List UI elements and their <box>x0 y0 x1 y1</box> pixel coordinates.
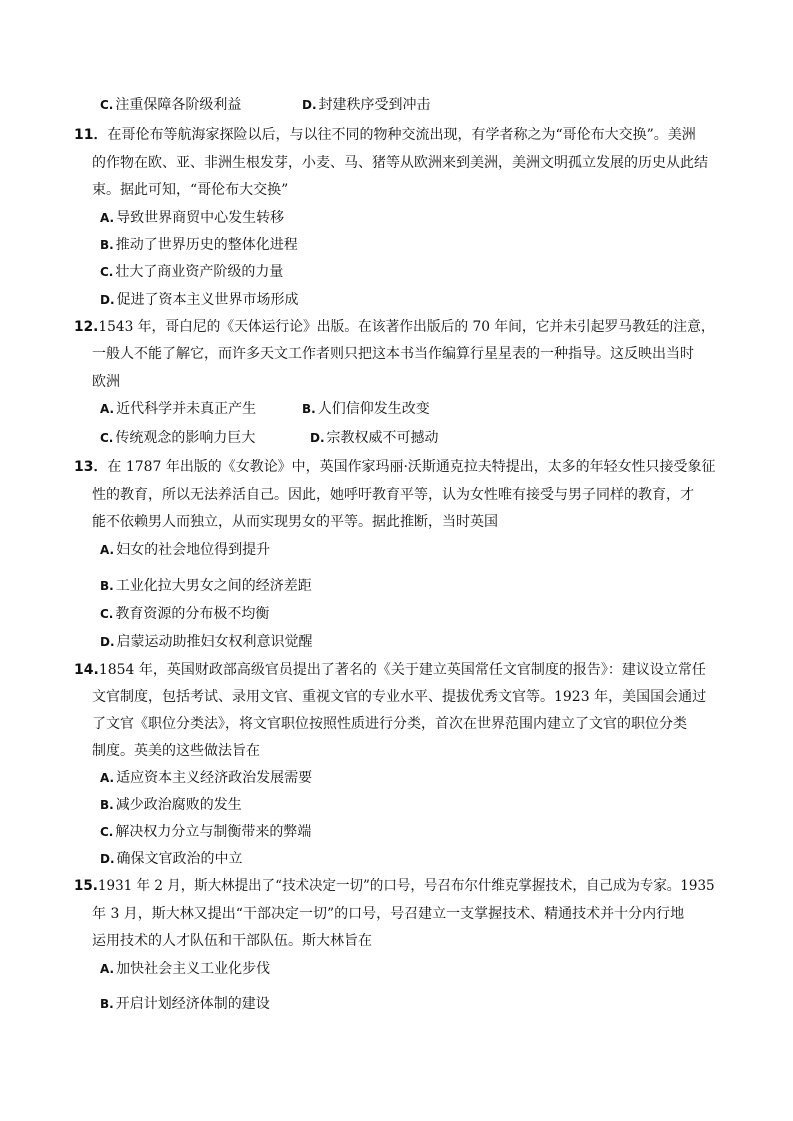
q10-option-c: C. 注重保障各阶级利益 <box>100 97 242 113</box>
q11-line-3: 束。据此可知，“哥伦布大交换” <box>92 182 289 198</box>
q15-line-2: 年 3 月，斯大林又提出“干部决定一切”的口号，号召建立一支掌握技术、精通技术并十分内行地 <box>92 906 685 922</box>
q11-line-1: 11．在哥伦布等航海家探险以后，与以往不同的物种交流出现，有学者称之为“哥伦布大交换”。美洲 <box>74 127 696 143</box>
q15-option-a: A. 加快社会主义工业化步伐 <box>100 961 271 977</box>
q13-option-d: D. 启蒙运动助推妇女权利意识觉醒 <box>100 634 313 650</box>
q14-line-4: 制度。英美的这些做法旨在 <box>92 743 260 759</box>
q15-line-1: 15.1931 年 2 月，斯大林提出了“技术决定一切”的口号，号召布尔什维克掌握技术，自己成为专家。1935 <box>74 878 715 894</box>
q12-line-3: 欧洲 <box>92 374 120 390</box>
q14-line-3: 了文官《职位分类法》，将文官职位按照性质进行分类，首次在世界范围内建立了文官的职位分类 <box>92 716 687 732</box>
q13-option-b: B. 工业化拉大男女之间的经济差距 <box>100 578 312 594</box>
q13-line-1: 13．在 1787 年出版的《女教论》中，英国作家玛丽·沃斯通克拉夫特提出，太多的年轻女性只接受象征 <box>74 459 716 475</box>
q14-option-a: A. 适应资本主义经济政治发展需要 <box>100 770 313 786</box>
q12-line-1: 12.1543 年，哥白尼的《天体运行论》出版。在该著作出版后的 70 年间，它并未引起罗马教廷的注意， <box>74 319 715 335</box>
q10-option-d: D. 封建秩序受到冲击 <box>302 97 431 113</box>
q13-option-a: A. 妇女的社会地位得到提升 <box>100 542 271 558</box>
q11-option-a: A. 导致世界商贸中心发生转移 <box>100 210 285 226</box>
q13-option-c: C. 教育资源的分布极不均衡 <box>100 606 270 622</box>
q14-option-d: D. 确保文官政治的中立 <box>100 851 243 867</box>
q12-line-2: 一般人不能了解它，而许多天文工作者则只把这本书当作编算行星星表的一种指导。这反映出当时 <box>92 346 694 362</box>
q15-line-3: 运用技术的人才队伍和干部队伍。斯大林旨在 <box>92 933 372 949</box>
q14-line-2: 文官制度，包括考试、录用文官、重视文官的专业水平、提拔优秀文官等。1923 年，美国国会通过 <box>92 689 707 705</box>
q14-option-b: B. 减少政治腐败的发生 <box>100 797 242 813</box>
q11-option-d: D. 促进了资本主义世界市场形成 <box>100 292 299 308</box>
q13-line-2: 性的教育，所以无法养活自己。因此，她呼吁教育平等，认为女性唯有接受与男子同样的教育，才 <box>92 487 694 503</box>
q14-option-c: C. 解决权力分立与制衡带来的弊端 <box>100 824 312 840</box>
q12-option-a: A. 近代科学并未真正产生 <box>100 401 257 417</box>
q15-option-b: B. 开启计划经济体制的建设 <box>100 996 270 1012</box>
q12-option-c: C. 传统观念的影响力巨大 <box>100 430 256 446</box>
q11-line-2: 的作物在欧、亚、非洲生根发芽，小麦、马、猪等从欧洲来到美洲，美洲文明孤立发展的历史从此结 <box>92 155 708 171</box>
q12-option-b: B. 人们信仰发生改变 <box>302 401 430 417</box>
q14-line-1: 14.1854 年，英国财政部高级官员提出了著名的《关于建立英国常任文官制度的报告》：建议设立常任 <box>74 662 706 678</box>
q11-option-b: B. 推动了世界历史的整体化进程 <box>100 237 298 253</box>
q12-option-d: D. 宗教权威不可撼动 <box>310 430 439 446</box>
q13-line-3: 能不依赖男人而独立，从而实现男女的平等。据此推断，当时英国 <box>92 514 498 530</box>
q11-option-c: C. 壮大了商业资产阶级的力量 <box>100 264 284 280</box>
